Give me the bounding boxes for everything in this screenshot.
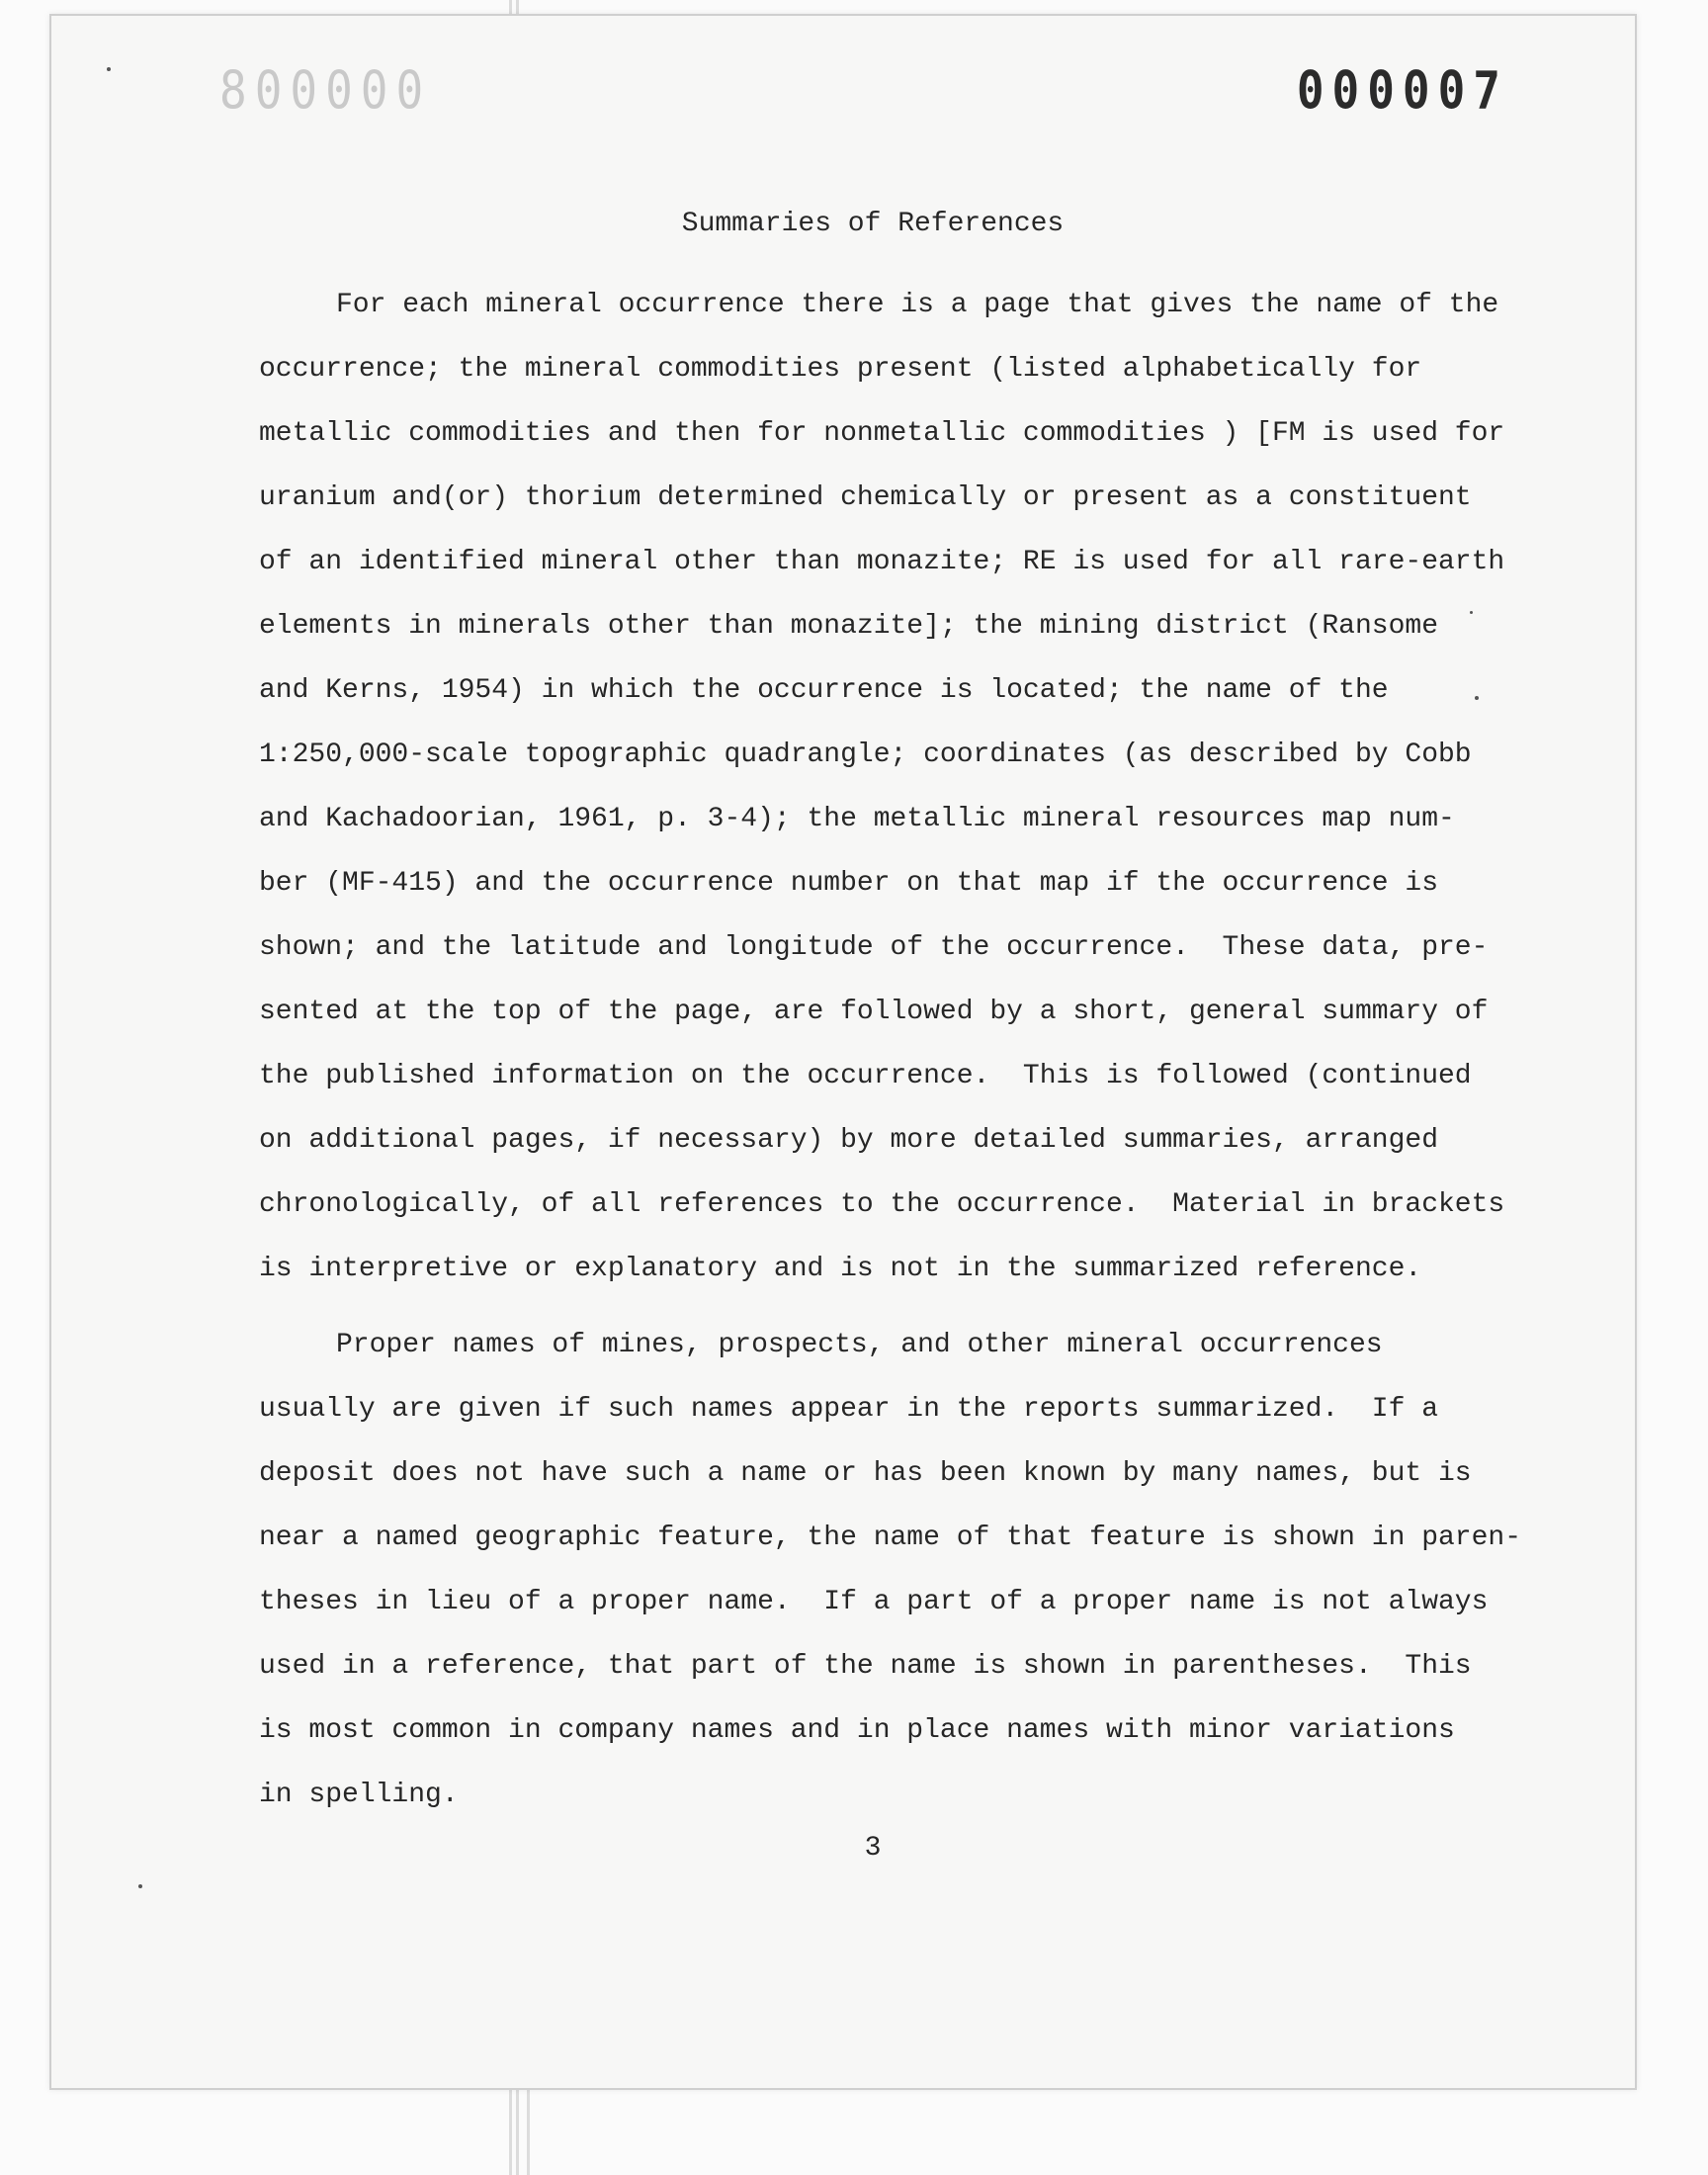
page-number: 3 <box>864 1833 882 1864</box>
text-line: on additional pages, if necessary) by more detailed summaries, arranged <box>259 1125 1438 1156</box>
text-line: sented at the top of the page, are followed by a short, general summary of <box>259 997 1489 1027</box>
text-line: ber (MF-415) and the occurrence number on that map if the occurrence is <box>259 868 1438 899</box>
text-line: Proper names of mines, prospects, and other mineral occurrences <box>336 1330 1383 1360</box>
paragraph-2 <box>259 1313 1574 1827</box>
paragraph-1 <box>259 273 1574 1301</box>
text-line: metallic commodities and then for nonmetallic commodities ) [FM is used for <box>259 418 1505 449</box>
scan-streak <box>516 2088 519 2175</box>
text-line: in spelling. <box>259 1780 459 1810</box>
page-id-stamp: 000007 <box>1296 58 1508 122</box>
faint-stamp-number: 800000 <box>219 58 432 122</box>
text-line: chronologically, of all references to the occurrence. Material in brackets <box>259 1189 1505 1220</box>
text-line: and Kachadoorian, 1961, p. 3-4); the metallic mineral resources map num- <box>259 804 1455 834</box>
text-line: used in a reference, that part of the name is shown in parentheses. This <box>259 1651 1472 1682</box>
scan-streak <box>509 0 512 14</box>
text-line: elements in minerals other than monazite]; the mining district (Ransome <box>259 611 1438 642</box>
text-line: deposit does not have such a name or has been known by many names, but is <box>259 1458 1472 1489</box>
text-line: near a named geographic feature, the name of that feature is shown in paren- <box>259 1522 1522 1553</box>
scan-streak <box>509 2088 512 2175</box>
page-title: Summaries of References <box>681 209 1065 239</box>
text-line: occurrence; the mineral commodities present (listed alphabetically for <box>259 354 1422 385</box>
text-line: theses in lieu of a proper name. If a part of a proper name is not always <box>259 1587 1489 1617</box>
text-line: shown; and the latitude and longitude of the occurrence. These data, pre- <box>259 932 1489 963</box>
scan-speck <box>138 1884 142 1888</box>
text-line: of an identified mineral other than monazite; RE is used for all rare-earth <box>259 547 1505 577</box>
scan-speck <box>1470 611 1473 614</box>
text-line: 1:250,000-scale topographic quadrangle; coordinates (as described by Cobb <box>259 740 1472 770</box>
scan-speck <box>107 67 111 71</box>
text-line: the published information on the occurrence. This is followed (continued <box>259 1061 1472 1091</box>
text-line: and Kerns, 1954) in which the occurrence is located; the name of the <box>259 675 1389 706</box>
text-line: is most common in company names and in place names with minor variations <box>259 1715 1455 1746</box>
text-line: usually are given if such names appear in the reports summarized. If a <box>259 1394 1438 1425</box>
scan-streak <box>516 0 519 14</box>
text-line: uranium and(or) thorium determined chemically or present as a constituent <box>259 482 1472 513</box>
document-page <box>49 14 1637 2090</box>
scan-speck <box>1475 696 1479 700</box>
scan-streak <box>527 2088 530 2175</box>
text-line: For each mineral occurrence there is a page that gives the name of the <box>336 290 1499 320</box>
text-line: is interpretive or explanatory and is not in the summarized reference. <box>259 1254 1422 1284</box>
